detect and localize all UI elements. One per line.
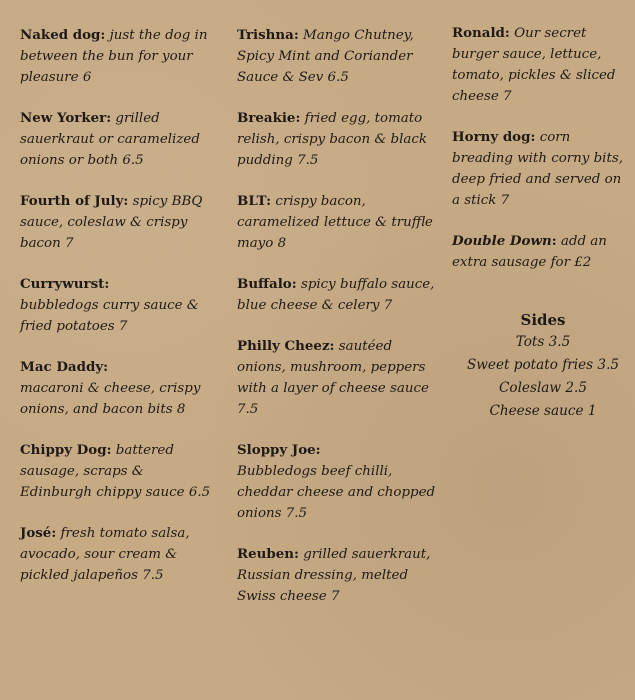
menu-item-sep: : [51,525,57,541]
menu-item [20,274,220,337]
menu-item-desc: corn breading with corny bits, deep fried and served on a stick 7 [452,130,623,208]
side-item: Sweet potato fries 3.5 [466,357,620,373]
menu-item-desc: spicy BBQ sauce, coleslaw & crispy bacon 7 [20,194,203,251]
menu-item-name: Currywurst [20,276,105,292]
side-item: Tots 3.5 [515,334,571,350]
menu-item-sep: : [551,233,557,249]
menu-item-desc: add an extra sausage for £2 [452,234,607,270]
menu-item-name: Reuben [237,546,295,562]
menu-item-sep: : [106,442,112,458]
menu-item-name: Double Down [452,233,552,249]
menu-item-sep: : [530,129,536,145]
menu-item [20,357,220,420]
menu-item-desc: Our secret burger sauce, lettuce, tomato, pickles & sliced cheese 7 [452,26,616,104]
menu-item-name: BLT [237,193,267,209]
menu-item [20,25,220,88]
menu-item-desc: sautéed onions, mushroom, peppers with a layer of cheese sauce 7.5 [237,339,429,417]
menu-item-desc: grilled sauerkraut, Russian dressing, melted Swiss cheese 7 [237,547,431,604]
menu-item-name: Ronald [452,25,505,41]
menu-item [237,108,437,171]
menu-item [452,127,630,211]
menu-item [452,23,630,107]
menu-item-name: José [20,525,52,541]
menu-item-sep: : [315,442,321,458]
sides-section [452,309,634,423]
menu-item-sep: : [103,359,109,375]
menu-column-2 [237,25,437,627]
menu-item-name: Sloppy Joe [237,442,316,458]
menu-item-name: Fourth of July [20,193,124,209]
menu-item-sep: : [504,25,510,41]
menu-item-name: Trishna [237,27,294,43]
menu-item-sep: : [294,546,299,562]
menu-column-1 [20,25,220,606]
menu-item [20,191,220,254]
menu-item-sep: : [293,27,299,43]
menu-item [20,108,220,171]
menu-item [237,25,437,88]
menu-item [237,274,437,316]
menu-item-name: Naked dog [20,27,101,43]
menu-item [237,191,437,254]
menu-item-desc: fresh tomato salsa, avocado, sour cream & pickled jalapeños 7.5 [20,526,190,583]
menu-item-name: Horny dog [452,129,531,145]
menu-item-desc: fried egg, tomato relish, crispy bacon & black pudding 7.5 [237,111,427,168]
menu-item-sep: : [295,110,301,126]
menu-item [452,231,630,273]
menu-item-desc: grilled sauerkraut or caramelized onions or both 6.5 [20,111,200,168]
menu-item [20,523,220,586]
menu-item-name: Chippy Dog [20,442,107,458]
menu-item-sep: : [123,193,129,209]
side-item: Coleslaw 2.5 [499,380,587,396]
menu-item-desc: spicy buffalo sauce, blue cheese & celery 7 [237,277,435,313]
menu-item-name: Buffalo [237,276,292,292]
menu-item-sep: : [106,110,112,126]
menu-item-desc: macaroni & cheese, crispy onions, and bacon bits 8 [20,381,201,417]
menu-column-3 [452,23,630,423]
menu-item-sep: : [329,338,335,354]
menu-item-sep: : [266,193,272,209]
menu-item-name: Breakie [237,110,296,126]
menu-item-desc: bubbledogs curry sauce & fried potatoes 7 [20,298,199,334]
menu-item [20,440,220,503]
menu-item-name: Philly Cheez [237,338,330,354]
menu-item-name: Mac Daddy [20,359,104,375]
menu-item-desc: Mango Chutney, Spicy Mint and Coriander Sauce & Sev 6.5 [237,28,414,85]
menu-item-name: New Yorker [20,110,107,126]
menu-item-sep: : [100,27,106,43]
menu-item-sep: : [291,276,297,292]
sides-title: Sides [520,311,566,329]
menu-item-sep: : [104,276,110,292]
menu-item-desc: Bubbledogs beef chilli, cheddar cheese and chopped onions 7.5 [237,464,436,521]
menu-item [237,336,437,420]
menu-item-desc: battered sausage, scraps & Edinburgh chippy sauce 6.5 [20,443,211,500]
side-item: Cheese sauce 1 [489,403,597,419]
menu-item [237,440,437,524]
menu-item-desc: crispy bacon, caramelized lettuce & truffle mayo 8 [237,194,433,251]
menu-item [237,544,437,607]
menu-item-desc: just the dog in between the bun for your pleasure 6 [20,28,208,85]
